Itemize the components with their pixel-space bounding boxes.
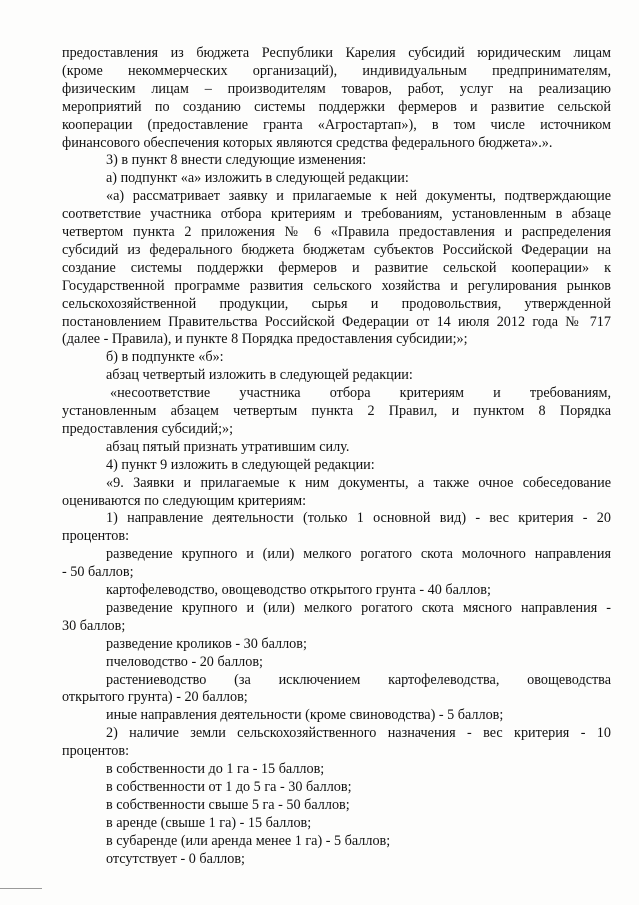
document-line: иные направления деятельности (кроме свиноводства) - 5 баллов; (106, 707, 504, 724)
document-line: абзац пятый признать утратившим силу. (106, 438, 350, 455)
document-line: субсидий из федерального бюджета бюджетам субъектов Российской Федерации на (62, 241, 611, 258)
document-line: разведение крупного и (или) мелкого рогатого скота мясного направления - (106, 599, 611, 616)
document-line: 2) наличие земли сельскохозяйственного назначения - вес критерия - 10 (106, 725, 611, 742)
document-line: б) в подпункте «б»: (106, 349, 224, 366)
document-line: отсутствует - 0 баллов; (106, 850, 245, 867)
document-line: процентов: (62, 528, 130, 545)
document-line: в субаренде (или аренда менее 1 га) - 5 баллов; (106, 832, 391, 849)
document-line: растениеводство (за исключением картофелеводства, овощеводства (106, 671, 611, 688)
document-line: физическим лицам – производителям товаров, работ, услуг на реализацию (62, 80, 611, 97)
document-line: 1) направление деятельности (только 1 основной вид) - вес критерия - 20 (106, 510, 611, 527)
document-line: четвертом пункта 2 приложения № 6 «Правила предоставления и распределения (62, 224, 611, 240)
document-line: 3) в пункт 8 внести следующие изменения: (106, 152, 367, 169)
document-line: «9. Заявки и прилагаемые к ним документы, а также очное собеседование (106, 474, 611, 491)
document-line: кооперации (предоставление гранта «Агростартап»), в том числе источником (62, 116, 611, 133)
document-line: разведение крупного и (или) мелкого рогатого скота молочного направления (106, 546, 611, 563)
document-line: процентов: (62, 743, 130, 760)
document-line: «несоответствие участника отбора критериям и требованиям, (110, 385, 611, 402)
document-line: оцениваются по следующим критериям: (62, 492, 307, 509)
document-line: в собственности от 1 до 5 га - 30 баллов; (106, 778, 352, 795)
document-line: Государственной программе развития сельского хозяйства и регулирования рынков (62, 277, 611, 294)
document-line: установленным абзацем четвертым пункта 2 Правил, и пунктом 8 Порядка (62, 403, 611, 419)
document-line: предоставления из бюджета Республики Карелия субсидий юридическим лицам (62, 45, 611, 61)
document-line: (далее - Правила), и пункте 8 Порядка предоставления субсидии;»; (62, 331, 468, 348)
scan-edge-mark (0, 888, 42, 889)
document-line: «а) рассматривает заявку и прилагаемые к ней документы, подтверждающие (106, 188, 611, 205)
document-line: - 50 баллов; (62, 564, 134, 581)
document-line: в собственности свыше 5 га - 50 баллов; (106, 796, 350, 813)
document-line: (кроме некоммерческих организаций), индивидуальным предпринимателям, (62, 62, 611, 79)
document-line: открытого грунта) - 20 баллов; (62, 689, 248, 706)
document-line: картофелеводство, овощеводство открытого грунта - 40 баллов; (106, 582, 491, 598)
document-line: создание системы поддержки фермеров и развитие сельской кооперации» к (62, 259, 611, 276)
document-line: пчеловодство - 20 баллов; (106, 653, 263, 670)
document-line: 30 баллов; (62, 617, 126, 634)
document-line: а) подпункт «а» изложить в следующей редакции: (106, 170, 409, 187)
document-line: 4) пункт 9 изложить в следующей редакции: (106, 456, 375, 473)
document-line: абзац четвертый изложить в следующей редакции: (106, 367, 413, 384)
document-line: в собственности до 1 га - 15 баллов; (106, 761, 325, 777)
document-line: мероприятий по созданию системы поддержки фермеров и развитие сельской (62, 98, 611, 115)
document-line: сельскохозяйственной продукции, сырья и продовольствия, утвержденной (62, 295, 611, 312)
document-line: постановлением Правительства Российской Федерации от 14 июля 2012 года № 717 (62, 313, 611, 330)
document-line: разведение кроликов - 30 баллов; (106, 635, 307, 652)
document-line: предоставления субсидий;»; (62, 420, 234, 437)
document-line: в аренде (свыше 1 га) - 15 баллов; (106, 814, 312, 831)
document-line: финансового обеспечения которых являются средства федерального бюджета».». (62, 134, 553, 151)
document-line: соответствие участника отбора критериям и требованиям, установленным в абзаце (62, 206, 611, 223)
